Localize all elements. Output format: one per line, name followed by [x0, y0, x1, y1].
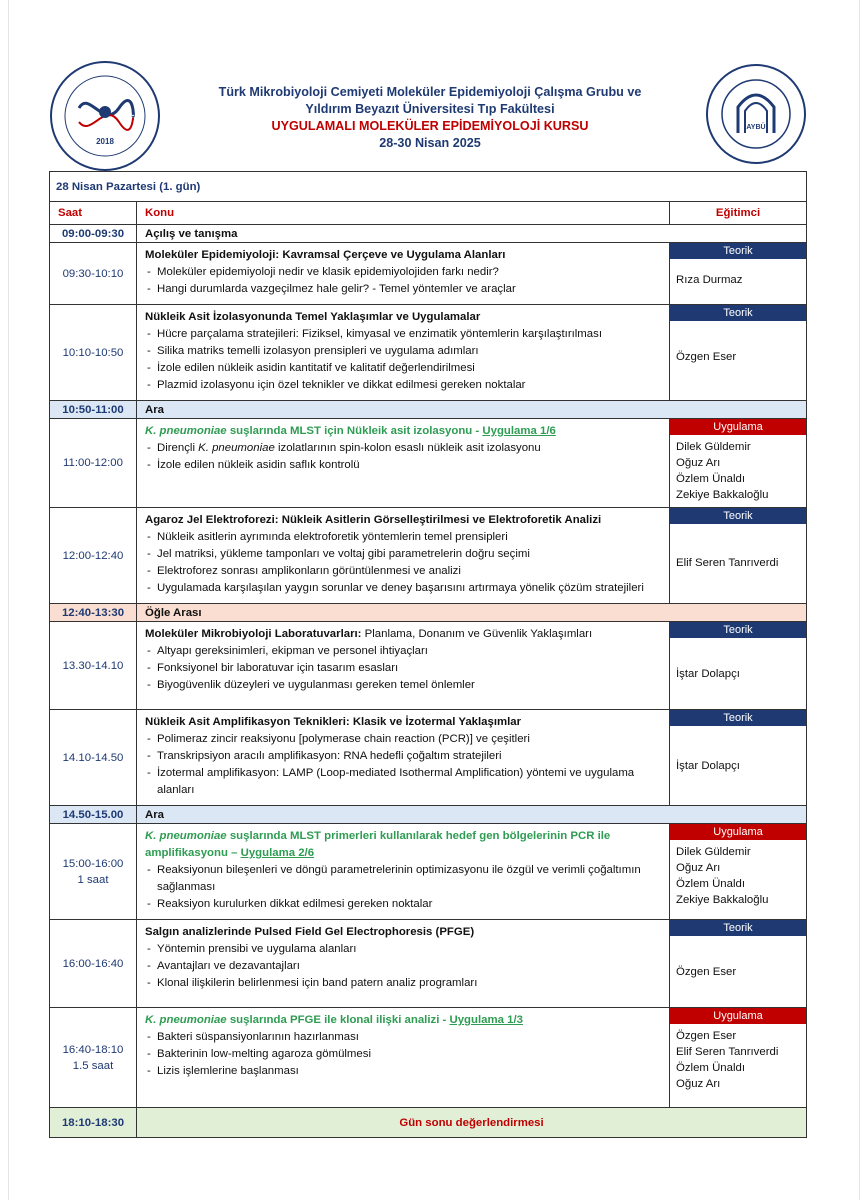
session-title-text: Moleküler Mikrobiyoloji Laboratuvarları:	[145, 628, 362, 640]
instructor-name: Oğuz Arı	[676, 862, 721, 874]
course-title: UYGULAMALI MOLEKÜLER EPİDEMİYOLOJİ KURSU	[271, 119, 589, 133]
session-time: 10:50-11:00	[50, 401, 137, 419]
column-headers	[50, 202, 807, 225]
session-type-badge: Uygulama	[670, 824, 806, 840]
session-title: Salgın analizlerinde Pulsed Field Gel Electrophoresis (PFGE)	[145, 926, 475, 938]
instructor-name: Elif Seren Tanrıverdi	[676, 557, 779, 569]
instructor-name: Elif Seren Tanrıverdi	[676, 1046, 779, 1058]
instructor-list	[670, 1024, 806, 1096]
header-line-1: Türk Mikrobiyoloji Cemiyeti Moleküler Epidemiyoloji Çalışma Grubu ve	[218, 85, 642, 99]
session-type-badge: Teorik	[670, 305, 806, 321]
column-header-topic: Konu	[137, 202, 670, 225]
session-time: 12:40-13:30	[50, 604, 137, 622]
schedule-table	[49, 171, 807, 1138]
session-title: Ara	[137, 806, 807, 824]
session-type-badge: Teorik	[670, 243, 806, 259]
list-item: - İzotermal amplifikasyon: LAMP (Loop-mediated Isothermal Amplification) yöntemi ve uygulama alanları	[145, 765, 663, 799]
session-time: 09:00-09:30	[50, 225, 137, 243]
table-row	[50, 824, 807, 920]
instructor-list	[670, 435, 806, 507]
header-line-2: Yıldırım Beyazıt Üniversitesi Tıp Fakültesi	[305, 102, 555, 116]
session-time: 11:00-12:00	[50, 419, 137, 508]
instructor-name: Özlem Ünaldı	[676, 878, 746, 890]
list-item: - Moleküler epidemiyoloji nedir ve klasik epidemiyolojiden farkı nedir?	[145, 264, 663, 281]
session-time: 14.50-15.00	[50, 806, 137, 824]
session-time-range: 16:40-18:10	[62, 1043, 124, 1056]
table-row	[50, 508, 807, 604]
session-title: Açılış ve tanışma	[137, 225, 807, 243]
list-item: - İzole edilen nükleik asidin saflık kontrolü	[145, 457, 663, 474]
list-item: - Hangi durumlarda vazgeçilmez hale gelir? - Temel yöntemler ve araçlar	[145, 281, 663, 298]
practical-session-label: Uygulama 1/6	[482, 425, 556, 437]
list-item: - Bakteri süspansiyonlarının hazırlanması	[145, 1029, 663, 1046]
list-item: - Silika matriks temelli izolasyon prensipleri ve uygulama adımları	[145, 343, 663, 360]
instructor-name: İştar Dolapçı	[676, 759, 740, 772]
session-topic	[137, 622, 670, 710]
item-text: Dirençli	[157, 442, 195, 454]
session-type-badge: Uygulama	[670, 1008, 806, 1024]
instructor-name: Oğuz Arı	[676, 457, 721, 469]
table-row	[50, 419, 807, 508]
instructor-name: Dilek Güldemir	[676, 441, 751, 453]
list-item: - Fonksiyonel bir laboratuvar için tasarım esasları	[145, 660, 663, 677]
list-item: - İzole edilen nükleik asidin kantitatif ve kalitatif değerlendirilmesi	[145, 360, 663, 377]
table-row	[50, 622, 807, 710]
species-name: K. pneumoniae	[198, 442, 275, 454]
logo-abbr: AYBÜ	[746, 124, 766, 131]
session-type-badge: Teorik	[670, 710, 806, 726]
instructor-name: Rıza Durmaz	[676, 273, 743, 286]
session-time: 18:10-18:30	[50, 1108, 137, 1138]
session-title: Moleküler Epidemiyoloji: Kavramsal Çerçeve ve Uygulama Alanları	[145, 249, 506, 261]
tmc-working-group-logo	[49, 60, 161, 172]
session-title-text: suşlarında MLST primerleri kullanılarak hedef gen bölgelerinin PCR ile amplifikasyonu –	[145, 830, 611, 859]
session-time	[50, 1008, 137, 1108]
table-row	[50, 604, 807, 622]
practical-session-label: Uygulama 1/3	[449, 1014, 523, 1026]
session-title	[145, 626, 663, 643]
instructor-name: Özlem Ünaldı	[676, 1062, 746, 1074]
session-duration: 1 saat	[77, 873, 109, 886]
list-item: - Altyapı gereksinimleri, ekipman ve personel ihtiyaçları	[145, 643, 663, 660]
session-time: 09:30-10:10	[50, 243, 137, 305]
instructor-cell	[670, 710, 807, 806]
instructor-name: İştar Dolapçı	[676, 667, 740, 680]
list-item: - Elektroforez sonrası amplikonların görüntülenmesi ve analizi	[145, 563, 663, 580]
list-item: - Reaksiyonun bileşenleri ve döngü parametrelerinin optimizasyonu ile özgül ve verimli çoğaltımın sağlanması	[145, 862, 663, 896]
instructor-name: Zekiye Bakkaloğlu	[676, 894, 769, 906]
list-item: - Hücre parçalama stratejileri: Fiziksel, kimyasal ve enzimatik yöntemlerin karşılaştırılması	[145, 326, 663, 343]
session-time	[50, 824, 137, 920]
session-time: 16:00-16:40	[50, 920, 137, 1008]
session-title	[145, 1012, 663, 1029]
session-title-text: suşlarında MLST için Nükleik asit izolasyonu -	[229, 425, 480, 437]
header-titles	[170, 84, 690, 152]
table-row	[50, 225, 807, 243]
session-title: Gün sonu değerlendirmesi	[137, 1108, 807, 1138]
session-topic	[137, 508, 670, 604]
list-item	[145, 440, 663, 457]
list-item: - Transkripsiyon aracılı amplifikasyon: RNA hedefli çoğaltım stratejileri	[145, 748, 663, 765]
species-name: K. pneumoniae	[145, 1014, 227, 1026]
session-duration: 1.5 saat	[72, 1059, 114, 1072]
aybu-university-logo	[705, 63, 807, 165]
instructor-name: Özgen Eser	[676, 351, 737, 363]
session-topic	[137, 243, 670, 305]
instructor-cell	[670, 305, 807, 401]
table-row	[50, 243, 807, 305]
session-topic	[137, 920, 670, 1008]
session-title: Nükleik Asit İzolasyonunda Temel Yaklaşımlar ve Uygulamalar	[145, 311, 481, 323]
session-title: Öğle Arası	[137, 604, 807, 622]
list-item: - Avantajları ve dezavantajları	[145, 958, 663, 975]
instructor-name: Dilek Güldemir	[676, 846, 751, 858]
table-row	[50, 920, 807, 1008]
list-item: - Reaksiyon kurulurken dikkat edilmesi gereken noktalar	[145, 896, 663, 913]
instructor-list	[670, 840, 806, 912]
list-item: - Biyogüvenlik düzeyleri ve uygulanması gereken temel önlemler	[145, 677, 663, 694]
list-item: - Uygulamada karşılaşılan yaygın sorunlar ve deney başarısını artırmaya yönelik çözüm stratejileri	[145, 580, 663, 597]
session-title: Ara	[137, 401, 807, 419]
session-time: 14.10-14.50	[50, 710, 137, 806]
instructor-name: Özlem Ünaldı	[676, 473, 746, 485]
list-item: - Plazmid izolasyonu için özel teknikler ve dikkat edilmesi gereken noktalar	[145, 377, 663, 394]
list-item: - Yöntemin prensibi ve uygulama alanları	[145, 941, 663, 958]
session-type-badge: Uygulama	[670, 419, 806, 435]
list-item: - Klonal ilişkilerin belirlenmesi için band patern analiz programları	[145, 975, 663, 992]
document-header	[0, 60, 866, 170]
session-time: 13.30-14.10	[50, 622, 137, 710]
logo-year: 2018	[96, 137, 114, 146]
instructor-cell	[670, 419, 807, 508]
list-item: - Polimeraz zincir reaksiyonu [polymerase chain reaction (PCR)] ve çeşitleri	[145, 731, 663, 748]
course-dates: 28-30 Nisan 2025	[379, 136, 481, 150]
session-title	[145, 423, 663, 440]
session-type-badge: Teorik	[670, 622, 806, 638]
instructor-cell	[670, 920, 807, 1008]
session-title	[145, 828, 663, 862]
session-topic	[137, 419, 670, 508]
table-row	[50, 806, 807, 824]
session-time: 12:00-12:40	[50, 508, 137, 604]
list-item: - Jel matriksi, yükleme tamponları ve voltaj gibi parametrelerin doğru seçimi	[145, 546, 663, 563]
species-name: K. pneumoniae	[145, 425, 227, 437]
table-row	[50, 1008, 807, 1108]
session-topic	[137, 710, 670, 806]
instructor-cell	[670, 243, 807, 305]
list-item: - Bakterinin low-melting agaroza gömülmesi	[145, 1046, 663, 1063]
session-type-badge: Teorik	[670, 508, 806, 524]
instructor-name: Oğuz Arı	[676, 1078, 721, 1090]
instructor-cell	[670, 1008, 807, 1108]
species-name: K. pneumoniae	[145, 830, 227, 842]
list-item: - Lizis işlemlerine başlanması	[145, 1063, 663, 1080]
instructor-cell	[670, 824, 807, 920]
session-topic	[137, 305, 670, 401]
session-topic	[137, 824, 670, 920]
instructor-name: Özgen Eser	[676, 965, 737, 978]
instructor-cell	[670, 622, 807, 710]
table-row	[50, 1108, 807, 1138]
session-time: 10:10-10:50	[50, 305, 137, 401]
list-item: - Nükleik asitlerin ayrımında elektroforetik yöntemlerin temel prensipleri	[145, 529, 663, 546]
session-subtitle: Planlama, Donanım ve Güvenlik Yaklaşımları	[364, 628, 593, 640]
session-type-badge: Teorik	[670, 920, 806, 936]
session-title: Agaroz Jel Elektroforezi: Nükleik Asitlerin Görselleştirilmesi ve Elektroforetik Analizi	[145, 514, 602, 526]
column-header-time: Saat	[50, 202, 137, 225]
instructor-name: Özgen Eser	[676, 1030, 737, 1042]
session-title: Nükleik Asit Amplifikasyon Teknikleri: Klasik ve İzotermal Yaklaşımlar	[145, 716, 522, 728]
session-topic	[137, 1008, 670, 1108]
instructor-name: Zekiye Bakkaloğlu	[676, 489, 769, 501]
table-row	[50, 305, 807, 401]
session-time-range: 15:00-16:00	[62, 857, 124, 870]
item-text: izolatlarının spin-kolon esaslı nükleik asit izolasyonu	[277, 442, 541, 454]
practical-session-label: Uygulama 2/6	[240, 847, 315, 859]
column-header-instructor: Eğitimci	[670, 202, 807, 225]
session-title-text: suşlarında PFGE ile klonal ilişki analizi -	[229, 1014, 447, 1026]
day-heading: 28 Nisan Pazartesi (1. gün)	[50, 172, 807, 202]
table-row	[50, 710, 807, 806]
table-row	[50, 401, 807, 419]
instructor-cell	[670, 508, 807, 604]
